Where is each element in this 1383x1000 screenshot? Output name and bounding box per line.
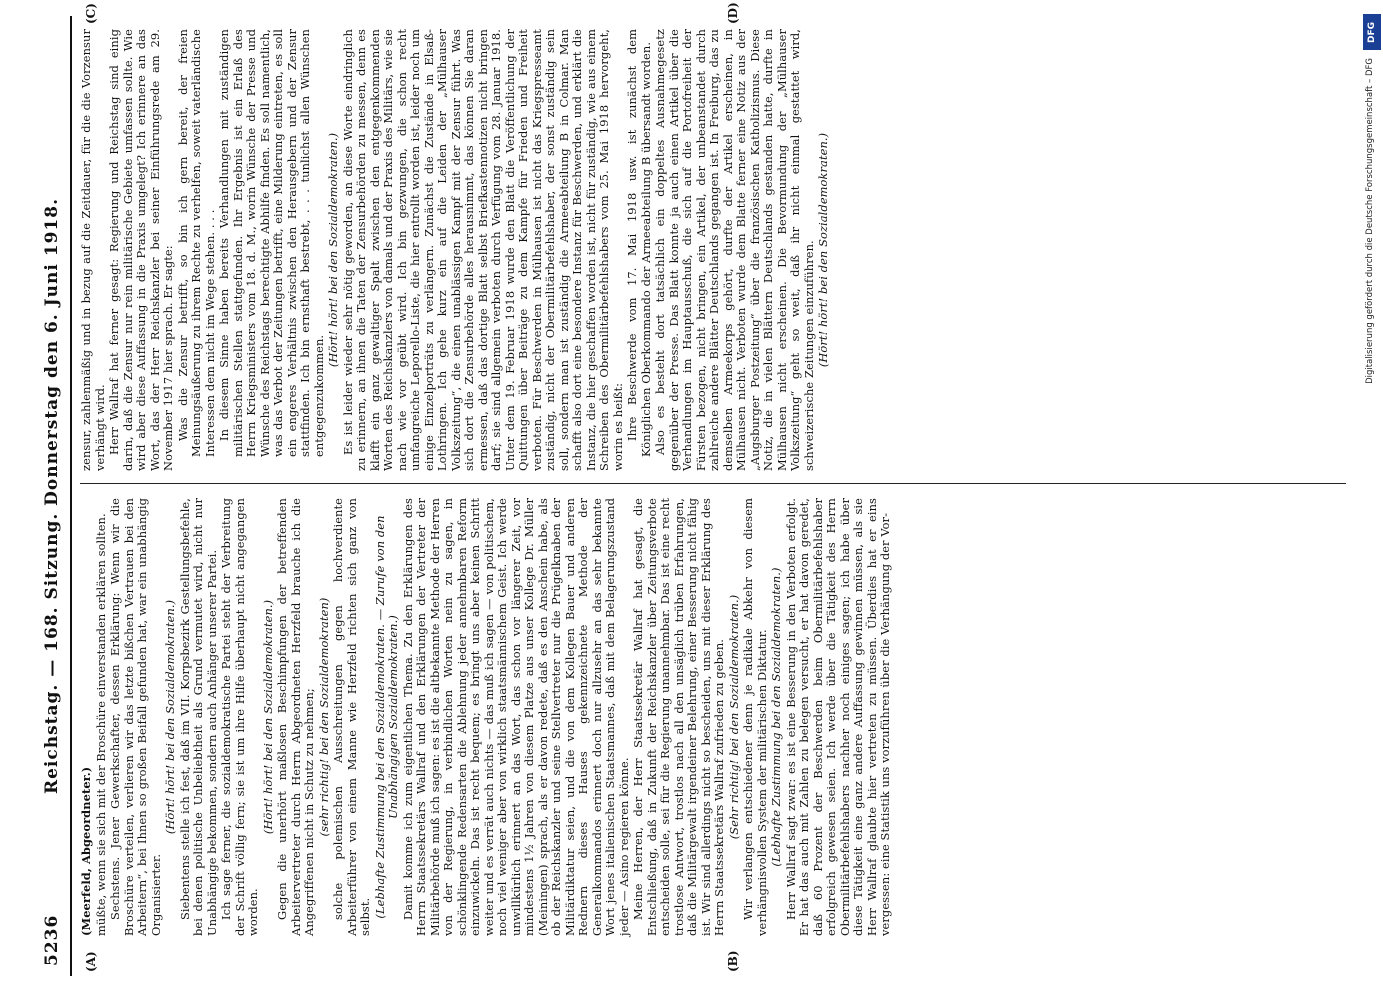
margin-marker-c: (C) — [84, 3, 98, 24]
paragraph: Wir verlangen entschiedener denn je radikale Abkehr von diesem verhängnisvollen System der militärischen Diktatur. — [741, 498, 769, 936]
dfg-watermark — [1363, 14, 1381, 984]
quotation: Was die Zensur betrifft, so bin ich gern bereit, der freien Meinungsäußerung zu ihrem Rechte zu verhelfen, soweit vaterländische Interessen dem nicht im Wege stehen. . . . — [175, 29, 217, 457]
page-number: 5236 — [42, 914, 62, 966]
watermark-text: Digitalisierung gefördert durch die Deutsche Forschungsgemeinschaft – DFG — [1365, 58, 1375, 384]
interjection: (Lebhafte Zustimmung bei den Sozialdemokraten.) — [769, 567, 783, 867]
margin-marker-b: (B) — [726, 950, 740, 972]
left-column — [80, 498, 1346, 936]
interjection: (Lebhafte Zustimmung bei den Sozialdemokraten. — Zurufe von den Unabhängigen Sozialdemokraten.) — [372, 515, 400, 919]
paragraph: Damit komme ich zum eigentlichen Thema. Zu den Erklärungen des Herrn Staatssekretärs Wallraf und den Erklärungen der Vertreter der Militärbehörde muß ich sagen: es ist die altbekannte Methode der Herren von der Regierung, in verbindlichen Worten nein zu sagen, in schönklingende Redensarten die Ablehnung jeder annehmbaren Reform einzuwickeln. Das ist recht bequem; es bringt uns aber keinen Schritt weiter und es verrät auch nichts — das muß ich sagen — von politischem, noch viel weniger aber von wirklich staatsmännischem Geist. Ich werde unwillkürlich erinnert an das Wort, das schon vor längerer Zeit, vor mindestens 1½ Jahren von diesem Platze aus unser Kollege Dr. Müller (Meiningen) sprach, als er davon redete, daß es den Anschein habe, als ob der Reichskanzler und seine Stellvertreter nur die Prügelknaben der Militärdiktatur seien, und die von dem Kollegen Bauer und anderen Rednern dieses Hauses gekennzeichnete Methode der Generalkommandos erinnert doch nur allzusehr an das sehr bekannte Wort jenes italienischen Staatsmannes, daß mit dem Belagerungszustand jeder — Asino regieren könne. — [400, 498, 631, 936]
interjection: (Hört! hört! bei den Sozialdemokraten.) — [326, 132, 340, 368]
paragraph: Ich sage ferner, die sozialdemokratische Partei steht der Verbreitung der Schrift völlig fern; sie ist um ihre Hilfe überhaupt nicht angegangen worden. — [219, 498, 260, 936]
dfg-logo: DFG — [1363, 14, 1381, 50]
margin-marker-a: (A) — [84, 951, 98, 972]
paragraph: Sechstens. Jener Gewerkschafter, dessen Erklärung: Wenn wir die Broschüre verteilen, verlieren wir das letzte bißchen Vertrauen bei den Arbeitern“, bei Ihnen so großen Beifall gefunden hat, war ein unabhängig Organisierter. — [108, 498, 163, 936]
paragraph: zensur, zahlenmäßig und in bezug auf die Zeitdauer, für die die Vorzensur verhängt wird. — [79, 29, 107, 471]
paragraph: Es ist leider wieder sehr nötig geworden, an diese Worte eindringlich zu erinnern, an ihnen die Taten der Zensurbehörden zu messen, denn es klafft ein ganz gewaltiger Spalt zwischen den entgegenkommenden Worten des Reichskanzlers von damals und der Praxis des Militärs, wie sie nach wie vor geübt wird. Ich bin gezwungen, die schon recht umfangreiche Leporello-Liste, die hier entrollt worden ist, leider noch um einige Einzelporträts zu verlängern. Zunächst die Zustände in Elsaß-Lothringen. Ich gehe kurz ein auf die Leiden der „Mülhauser Volkszeitung“, die einen unablässigen Kampf mit der Zensur führt. Was sich dort die Zensurbehörde alles herausnimmt, das können Sie daran ermessen, daß das dortige Blatt selbst Briefkastennotizen nicht bringen darf; sie sind allgemein verboten durch Verfügung vom 28. Januar 1918. Unter dem 19. Februar 1918 wurde den Blatt die Veröffentlichung der Quittungen über Beiträge zu dem Kampfe für Frieden und Freiheit verboten. Für Beschwerden in Mülhausen ist nicht das Kriegspresseamt zuständig, nicht der Obermilitärbefehlshaber, der sonst zuständig sein soll, sondern man ist zuständig die Armeeabteilung B in Colmar. Man schafft also dort eine besondere Instanz für Beschwerden, und erklärt die Instanz, die hier geschaffen worden ist, nicht für zuständig, wie aus einem Schreiben des Obermilitärbefehlshabers vom 25. Mai 1918 hervorgeht, worin es heißt: — [340, 29, 625, 471]
right-column — [80, 29, 1346, 471]
interjection: (Hört! hört! bei den Sozialdemokraten.) — [260, 599, 275, 835]
quotation: In diesem Sinne haben bereits Verhandlungen mit zuständigen militärischen Stellen stattgefunden. Ihr Ergebnis ist ein Erlaß des Herrn Kriegsministers vom 18. d. M., worin Wünsche der Presse und Wünsche des Reichstags berechtigte Abhilfe finden. Es soll namentlich, was das Verbot der Zeitungen betrifft, eine Milderung eintreten, es soll ein engeres Verhältnis zwischen den Herausgebern und der Zensur stattfinden. Ich bin ernsthaft bestrebt, . . . tunlichst allen Wünschen entgegenzukommen. — [217, 29, 326, 457]
interjection: (sehr richtig! bei den Sozialdemokraten) — [316, 597, 331, 837]
paragraph: solche polemischen Ausschreitungen gegen hochverdiente Arbeiterführer von einem Manne wie Herzfeld richten sich ganz von selbst. — [331, 498, 372, 936]
quotation: Ihre Beschwerde vom 17. Mai 1918 usw. ist zunächst dem Königlichen Oberkommando der Armeeabteilung B übersandt worden. — [625, 29, 653, 457]
interjection: (Sehr richtig! bei den Sozialdemokraten.) — [726, 594, 741, 840]
paragraph: Meine Herren, der Herr Staatssekretär Wallraf hat gesagt, die Entschließung, daß in Zukunft der Reichskanzler über Zeitungsverbote entscheiden solle, sei für die Regierung unannehmbar. Das ist eine recht trostlose Antwort, trostlos nach all den unsäglich trüben Erfahrungen, daß die Militärgewalt irgendeiner Belehrung, einer Besserung nicht fähig ist. Wir sind allerdings nicht so bescheiden, uns mit dieser Erklärung des Herrn Staatssekretärs Wallraf zufrieden zu geben. — [631, 498, 726, 936]
paragraph: Siebentens stelle ich fest, daß im VII. Korpsbezirk Gestellungsbefehle, bei denen politische Unbeliebtheit als Grund vermutet wird, nicht nur Unabhängige bekommen, sondern auch Anhänger unserer Partei. — [177, 498, 219, 936]
interjection: (Hört! hört! bei den Sozialdemokraten.) — [816, 132, 830, 368]
paragraph: müßte, wenn sie sich mit der Broschüre einverstanden erklären sollten. — [93, 513, 108, 936]
page-inner — [36, 2, 1346, 976]
paragraph: Herr Wallraf sagt zwar: es ist eine Besserung in den Verboten erfolgt. Er hat das auch mit Zahlen zu belegen versucht, er hat davon geredet, daß 60 Prozent der Beschwerden beim Obermilitärbefehlshaber erfolgreich gewesen seien. Ich werde über die Tätigkeit des Herrn Obermilitärbefehlshabers nachher noch einiges sagen; ich habe über diese Tätigkeit eine ganz andere Auffassung gewinnen müssen, als sie Herr Wallraf glaubte hier vertreten zu müssen. Überdies hat er eins vergessen: eine Statistik uns vorzuführen über die Verhängung der Vor- — [783, 498, 892, 936]
column-divider — [80, 483, 1346, 484]
paragraph: Gegen die unerhört maßlosen Beschimpfungen der betreffenden Arbeitervertreter durch Herrn Abgeordneten Herzfeld brauche ich die Angegriffenen nicht in Schutz zu nehmen; — [275, 498, 316, 936]
margin-marker-d: (D) — [726, 2, 740, 24]
page-header — [36, 16, 72, 976]
interjection: (Hört! hört! bei den Sozialdemokraten.) — [163, 599, 177, 835]
paragraph: Herr Wallraf hat ferner gesagt: Regierung und Reichstag sind einig darin, daß die Zensur nur rein militärische Gebiete umfassen sollte. Wie wird aber diese Auffassung in die Praxis umgelegt? Ich erinnere an das Wort, das der Herr Reichskanzler bei seiner Einführungsrede am 29. November 1917 hier sprach. Er sagte: — [107, 29, 175, 471]
page-title: Reichstag. — 168. Sitzung. Donnerstag den 6. Juni 1918. — [42, 197, 62, 795]
paragraph: Also es besteht dort tatsächlich ein doppeltes Ausnahmegesetz gegenüber der Presse. Das Blatt konnte ja auch einen Artikel über die Verhandlungen im Hauptausschuß, die sich auf die Portofreiheit der Fürsten bezogen, nicht bringen, ein Artikel, der unbeanstandet durch zahlreiche andere Blätter Deutschlands gegangen ist. In Freiburg, das zu demselben Armeekorps gehört, durfte der Artikel erscheinen, in Mülhausen nicht. Verboten wurde dem Blatte ferner eine Notiz aus der „Augsburger Postzeitung“ über die französischen Katholizismus. Diese Notiz, die in vielen Blättern Deutschlands gestanden hatte, durfte in Mülhausen nicht erscheinen. Die Bevormundung der „Mülhauser Volkszeitung“ geht so weit, daß ihr nicht einmal gestattet wird, schweizerische Zeitungen einzuführen. — [653, 29, 816, 471]
speaker-label: (Meerfeld, Abgeordneter.) — [79, 766, 93, 936]
